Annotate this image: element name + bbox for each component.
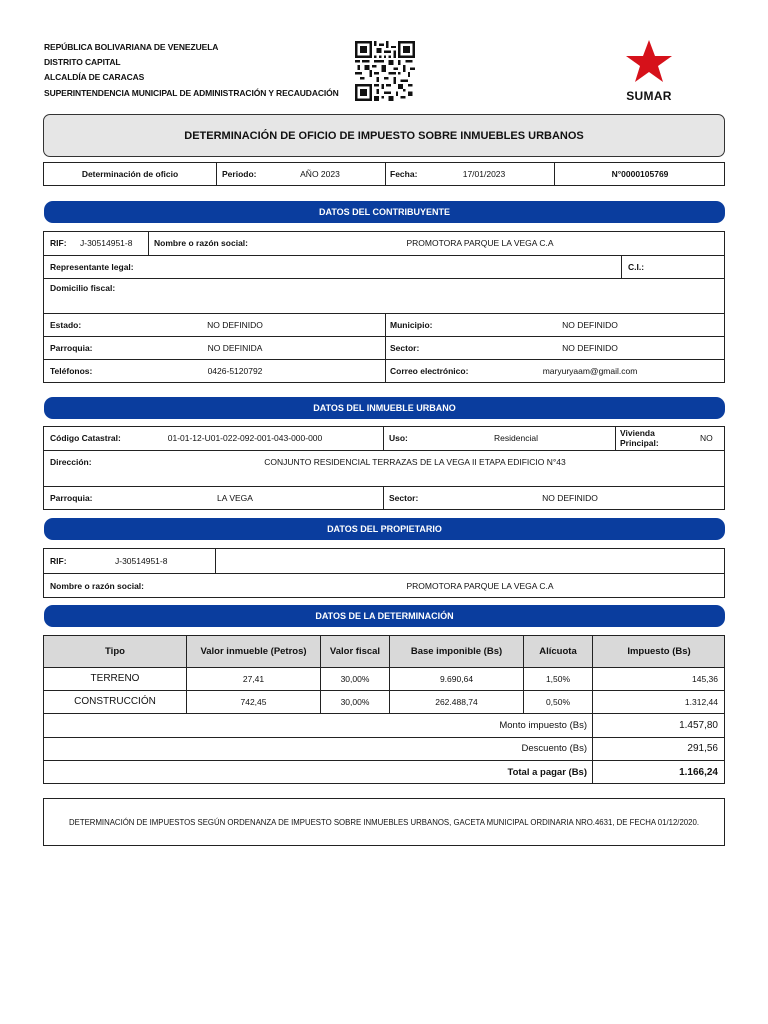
- inmueble-direccion-value: CONJUNTO RESIDENCIAL TERRAZAS DE LA VEGA II ETAPA EDIFICIO N°43: [264, 457, 566, 467]
- contrib-municipio-label: Municipio:: [390, 319, 433, 330]
- contrib-name-label: Nombre o razón social:: [154, 238, 248, 248]
- logo-text: SUMAR: [626, 89, 672, 103]
- inmueble-direccion-label: Dirección:: [50, 457, 92, 467]
- row-terreno-impuesto: 145,36: [692, 673, 718, 684]
- th-valor-fiscal: Valor fiscal: [329, 645, 381, 657]
- section-inmueble: DATOS DEL INMUEBLE URBANO: [44, 397, 725, 419]
- section-contribuyente: DATOS DEL CONTRIBUYENTE: [44, 201, 725, 223]
- contrib-name-value: PROMOTORA PARQUE LA VEGA C.A: [406, 238, 554, 248]
- contrib-sector-label: Sector:: [390, 342, 420, 353]
- header-line-district: DISTRITO CAPITAL: [44, 57, 121, 67]
- th-base-imponible: Base imponible (Bs): [410, 645, 503, 657]
- meta-date-value: 17/01/2023: [462, 169, 506, 179]
- th-valor-inmueble: Valor inmueble (Petros): [200, 645, 307, 657]
- row-terreno-tipo: TERRENO: [90, 673, 140, 684]
- row-construccion-valor: 742,45: [240, 696, 267, 707]
- meta-period-label: Periodo:: [222, 169, 257, 179]
- contrib-correo-value: maryuryaam@gmail.com: [542, 366, 638, 376]
- descuento-label: Descuento (Bs): [521, 743, 587, 754]
- header-line-republic: REPÚBLICA BOLIVARIANA DE VENEZUELA: [44, 42, 219, 52]
- row-terreno-fiscal: 30,00%: [340, 673, 370, 684]
- section-determinacion: DATOS DE LA DETERMINACIÓN: [44, 605, 725, 627]
- row-terreno-alicuota: 1,50%: [545, 673, 571, 684]
- meta-type-label: Determinación de oficio: [81, 169, 179, 179]
- header-line-superintendencia: SUPERINTENDENCIA MUNICIPAL DE ADMINISTRACIÓN Y RECAUDACIÓN: [44, 88, 339, 98]
- inmueble-vivienda-value: NO: [700, 433, 713, 443]
- contrib-rep-label: Representante legal:: [50, 261, 134, 272]
- contrib-estado-label: Estado:: [50, 319, 82, 330]
- inmueble-sector-label: Sector:: [389, 493, 419, 503]
- row-construccion-impuesto: 1.312,44: [684, 696, 718, 707]
- meta-period-value: AÑO 2023: [300, 169, 340, 179]
- contrib-domicilio-label: Domicilio fiscal:: [50, 283, 116, 293]
- meta-date-label: Fecha:: [390, 169, 418, 179]
- contrib-correo-label: Correo electrónico:: [390, 366, 469, 376]
- monto-value: 1.457,80: [679, 719, 718, 731]
- th-impuesto: Impuesto (Bs): [627, 645, 691, 657]
- contrib-estado-value: NO DEFINIDO: [207, 319, 263, 330]
- th-tipo: Tipo: [105, 645, 125, 657]
- th-alicuota: Alícuota: [539, 645, 577, 657]
- row-construccion-fiscal: 30,00%: [340, 696, 370, 707]
- monto-label: Monto impuesto (Bs): [499, 719, 587, 731]
- inmueble-parroquia-value: LA VEGA: [217, 493, 253, 503]
- row-terreno-valor: 27,41: [242, 673, 265, 684]
- propietario-rif-value: J-30514951-8: [115, 555, 168, 566]
- propietario-name-value: PROMOTORA PARQUE LA VEGA C.A: [406, 580, 554, 591]
- qr-code-icon: [355, 40, 415, 102]
- contrib-rif-label: RIF:: [50, 238, 67, 248]
- contrib-parroquia-value: NO DEFINIDA: [207, 342, 263, 353]
- inmueble-uso-value: Residencial: [494, 433, 538, 443]
- propietario-rif-label: RIF:: [50, 555, 67, 566]
- propietario-name-label: Nombre o razón social:: [50, 580, 144, 591]
- contrib-telefonos-value: 0426-5120792: [207, 366, 263, 376]
- contrib-ci-label: C.I.:: [628, 261, 645, 272]
- meta-number: N°0000105769: [611, 169, 669, 179]
- contrib-telefonos-label: Teléfonos:: [50, 366, 93, 376]
- row-terreno-base: 9.690,64: [439, 673, 474, 684]
- contrib-rif-value: J-30514951-8: [80, 238, 133, 248]
- footer-note: DETERMINACIÓN DE IMPUESTOS SEGÚN ORDENANZA DE IMPUESTO SOBRE INMUEBLES URBANOS, GACETA MUNICIPAL ORDINARIA NRO.4631, DE FECHA 01/12/2020.: [43, 798, 725, 846]
- inmueble-codigo-value: 01-01-12-U01-022-092-001-043-000-000: [167, 433, 323, 443]
- contrib-parroquia-label: Parroquia:: [50, 342, 93, 353]
- row-construccion-alicuota: 0,50%: [545, 696, 571, 707]
- inmueble-parroquia-label: Parroquia:: [50, 493, 93, 503]
- descuento-value: 291,56: [687, 743, 718, 754]
- total-label: Total a pagar (Bs): [507, 766, 587, 778]
- inmueble-codigo-label: Código Catastral:: [50, 433, 121, 443]
- row-construccion-tipo: CONSTRUCCIÓN: [74, 696, 156, 707]
- inmueble-sector-value: NO DEFINIDO: [542, 493, 598, 503]
- inmueble-vivienda-label: Vivienda Principal:: [620, 428, 659, 448]
- total-value: 1.166,24: [679, 766, 718, 778]
- page-title: DETERMINACIÓN DE OFICIO DE IMPUESTO SOBRE INMUEBLES URBANOS: [43, 114, 725, 157]
- row-construccion-base: 262.488,74: [435, 696, 478, 707]
- contrib-sector-value: NO DEFINIDO: [562, 342, 618, 353]
- inmueble-uso-label: Uso:: [389, 433, 408, 443]
- sumar-star-logo-icon: [620, 38, 678, 88]
- header-line-alcaldia: ALCALDÍA DE CARACAS: [44, 72, 145, 82]
- section-propietario: DATOS DEL PROPIETARIO: [44, 518, 725, 540]
- contrib-municipio-value: NO DEFINIDO: [562, 319, 618, 330]
